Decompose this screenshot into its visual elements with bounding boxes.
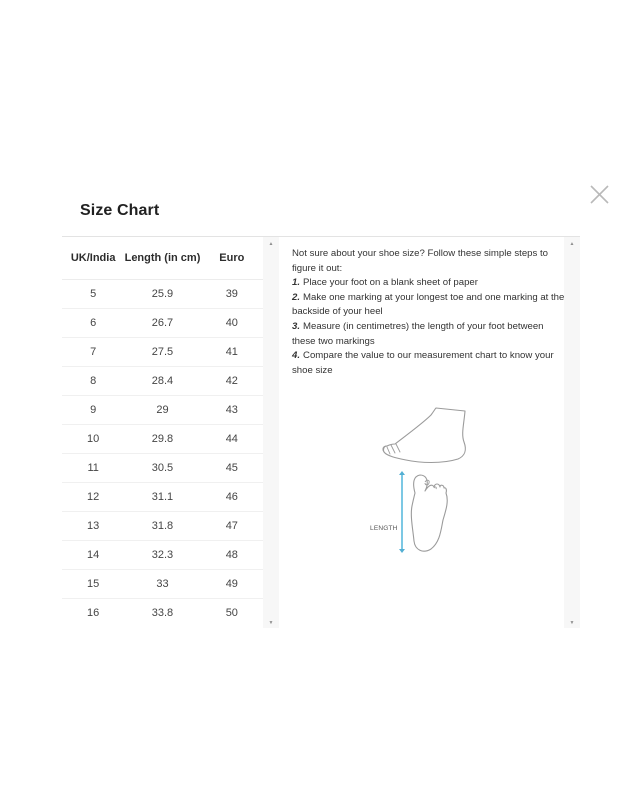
- cell-uk: 10: [87, 433, 100, 445]
- table-row: [62, 483, 263, 512]
- cell-length: 33.8: [151, 606, 174, 619]
- cell-euro: 46: [225, 491, 238, 503]
- cell-euro: 48: [225, 549, 238, 561]
- table-row: [62, 541, 263, 570]
- cell-length: 32.3: [151, 548, 174, 561]
- cell-length: 26.7: [151, 316, 174, 329]
- step-number: 3.: [292, 320, 301, 332]
- cell-uk: 9: [90, 404, 97, 416]
- cell-length: 25.9: [151, 287, 174, 300]
- cell-euro: 47: [225, 520, 238, 532]
- cell-euro: 40: [225, 317, 238, 329]
- cell-uk: 13: [87, 520, 100, 532]
- cell-euro: 50: [225, 607, 238, 619]
- column-header-euro: Euro: [219, 252, 245, 264]
- cell-length: 31.8: [151, 519, 174, 532]
- cell-length: 33: [156, 577, 169, 590]
- table-row: [62, 570, 263, 599]
- instruction-step: [292, 291, 568, 320]
- table-row: [62, 338, 263, 367]
- table-row: [62, 425, 263, 454]
- table-row: [62, 454, 263, 483]
- scroll-up-icon[interactable]: ▲: [268, 241, 274, 247]
- step-text: Compare the value to our measurement chart to know your shoe size: [292, 350, 554, 376]
- table-row: [62, 512, 263, 541]
- length-label: LENGTH: [370, 525, 398, 532]
- scroll-up-icon[interactable]: ▲: [569, 241, 575, 247]
- cell-euro: 42: [225, 375, 238, 387]
- scroll-down-icon[interactable]: ▼: [268, 620, 274, 626]
- size-table: [62, 237, 263, 627]
- step-text: Make one marking at your longest toe and one marking at the backside of your heel: [292, 291, 565, 318]
- cell-euro: 41: [225, 346, 238, 358]
- info-scrollbar[interactable]: [564, 237, 580, 628]
- cell-length: 29.8: [151, 432, 174, 445]
- foot-outline-icon: [368, 398, 480, 558]
- cell-uk: 6: [90, 317, 97, 329]
- cell-length: 28.4: [151, 374, 174, 387]
- page-title: Size Chart: [80, 202, 160, 219]
- cell-uk: 16: [87, 607, 100, 619]
- step-number: 1.: [292, 277, 301, 289]
- cell-uk: 15: [87, 578, 100, 590]
- cell-uk: 8: [90, 375, 97, 387]
- cell-uk: 14: [87, 549, 100, 561]
- column-header-uk-india: UK/India: [70, 252, 116, 264]
- table-row: [62, 396, 263, 425]
- arrow-down-icon: [399, 549, 405, 553]
- cell-length: 27.5: [151, 345, 174, 358]
- table-row: [62, 280, 263, 309]
- table-header-row: [62, 237, 263, 280]
- instruction-step: [292, 276, 568, 291]
- close-button[interactable]: [586, 184, 612, 210]
- cell-length: 31.1: [151, 490, 174, 503]
- table-scrollbar[interactable]: [263, 237, 279, 628]
- foot-measurement-illustration: [368, 398, 480, 558]
- scroll-down-icon[interactable]: ▼: [569, 620, 575, 626]
- instruction-step: [292, 349, 568, 378]
- step-text: Place your foot on a blank sheet of paper: [303, 277, 478, 289]
- column-header-length: Length (in cm): [124, 251, 201, 264]
- cell-euro: 44: [225, 433, 238, 445]
- measurement-instructions: [292, 247, 568, 378]
- cell-length: 30.5: [151, 461, 174, 474]
- cell-uk: 11: [87, 462, 99, 474]
- cell-length: 29: [156, 403, 169, 416]
- close-icon: [588, 183, 611, 211]
- cell-euro: 49: [225, 578, 238, 590]
- cell-euro: 43: [225, 404, 238, 416]
- length-measure-line: [398, 471, 405, 553]
- cell-uk: 12: [87, 491, 100, 503]
- instruction-step: [292, 320, 568, 349]
- cell-uk: 5: [90, 288, 97, 300]
- table-row: [62, 599, 263, 627]
- cell-euro: 45: [225, 462, 238, 474]
- table-row: [62, 309, 263, 338]
- instructions-intro: Not sure about your shoe size? Follow these simple steps to figure it out:: [292, 248, 548, 274]
- cell-euro: 39: [225, 288, 238, 300]
- step-text: Measure (in centimetres) the length of your foot between these two markings: [292, 320, 544, 347]
- step-number: 2.: [292, 291, 301, 303]
- table-row: [62, 367, 263, 396]
- step-number: 4.: [292, 350, 301, 362]
- cell-uk: 7: [90, 346, 97, 358]
